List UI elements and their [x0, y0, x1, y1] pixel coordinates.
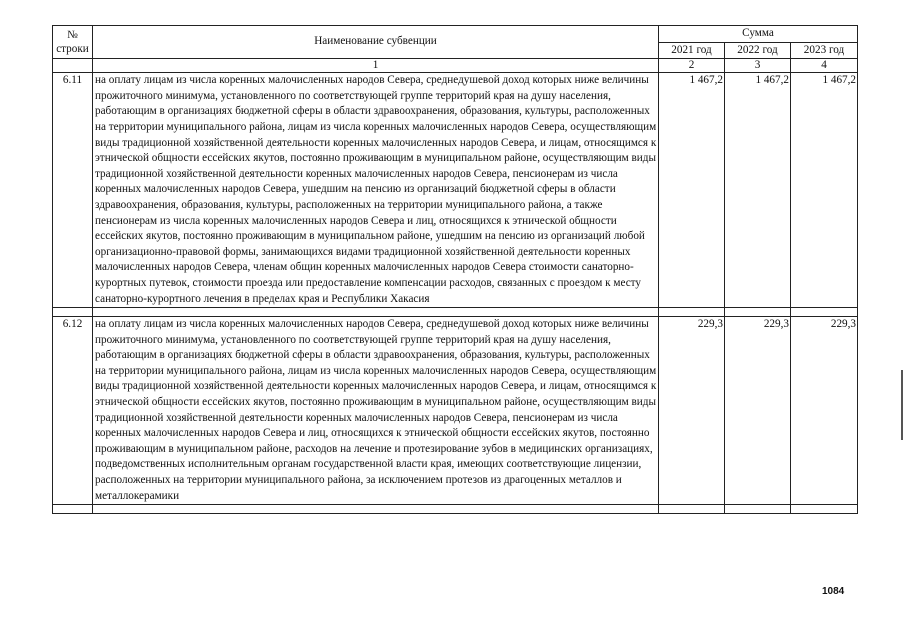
subvention-name-header: Наименование субвенции: [93, 26, 659, 59]
row-spacer: [53, 505, 858, 514]
row-spacer: [53, 308, 858, 317]
table-row: [53, 73, 858, 308]
column-number-blank: [53, 59, 93, 73]
amount-2021: 1 467,2: [659, 73, 725, 308]
column-number-2: 2: [659, 59, 725, 73]
table-row: [53, 317, 858, 505]
row-number: 6.11: [53, 73, 93, 308]
year-header-2021: 2021 год: [659, 42, 725, 59]
row-number-header: № строки: [53, 26, 93, 59]
column-number-row: [53, 59, 858, 73]
amount-2023: 229,3: [791, 317, 858, 505]
amount-2021: 229,3: [659, 317, 725, 505]
amount-2023: 1 467,2: [791, 73, 858, 308]
amount-2022: 1 467,2: [725, 73, 791, 308]
column-number-3: 3: [725, 59, 791, 73]
subvention-table: [52, 25, 858, 514]
header-row-1: [53, 26, 858, 43]
amount-2022: 229,3: [725, 317, 791, 505]
scan-edge-mark: [901, 370, 903, 440]
year-header-2023: 2023 год: [791, 42, 858, 59]
column-number-4: 4: [791, 59, 858, 73]
subvention-description: на оплату лицам из числа коренных малочисленных народов Севера, среднедушевой доход которых ниже величины прожиточного минимума, установленного по соответствующей группе территорий края на душу населения, работающим в организациях бюджетной сферы в области здравоохранения, образования, культуры, расположенных на территории муниципального района, лицам из числа коренных малочисленных народов Севера, осуществляющим виды традиционной хозяйственной деятельности коренных малочисленных народов Севера, и лицам, относящимся к этнической общности ессейских якутов, постоянно проживающим в муниципальном районе, осуществляющим виды традиционной хозяйственной деятельности коренных малочисленных народов Севера, пенсионерам из числа коренных малочисленных народов Севера и лиц, относящихся к этнической общности ессейских якутов, постоянно проживающим в муниципальном районе, расходов на лечение и протезирование зубов в медицинских организациях, подведомственных исполнительным органам государственной власти края, имеющих соответствующие лицензии, расположенных на территории муниципального района, за исключением протезов из драгоценных металлов и металлокерамики: [93, 317, 659, 505]
year-header-2022: 2022 год: [725, 42, 791, 59]
column-number-1: 1: [93, 59, 659, 73]
page-number: 1084: [822, 586, 845, 597]
row-number: 6.12: [53, 317, 93, 505]
sum-header: Сумма: [659, 26, 858, 43]
subvention-description: на оплату лицам из числа коренных малочисленных народов Севера, среднедушевой доход которых ниже величины прожиточного минимума, установленного по соответствующей группе территорий края на душу населения, работающим в организациях бюджетной сферы в области здравоохранения, образования, культуры, расположенных на территории муниципального района, лицам из числа коренных малочисленных народов Севера, осуществляющим виды традиционной хозяйственной деятельности коренных малочисленных народов Севера, и лицам, относящимся к этнической общности ессейских якутов, постоянно проживающим в муниципальном районе, осуществляющим виды традиционной хозяйственной деятельности коренных малочисленных народов Севера, пенсионерам из числа коренных малочисленных народов Севера, ушедшим на пенсию из организаций бюджетной сферы в области здравоохранения, образования, культуры, расположенных на территории муниципального района, а также пенсионерам из числа коренных малочисленных народов Севера и лиц, относящихся к этнической общности ессейских якутов, постоянно проживающим в муниципальном районе, ушедшим на пенсию из организаций любой организационно-правовой формы, занимающихся видами традиционной хозяйственной деятельности коренных малочисленных народов Севера, членам общин коренных малочисленных народов Севера стоимости санаторно-курортных путевок, стоимости проезда или предоставление компенсации расходов, связанных с проездом к месту санаторно-курортного лечения в пределах края и Республики Хакасия: [93, 73, 659, 308]
